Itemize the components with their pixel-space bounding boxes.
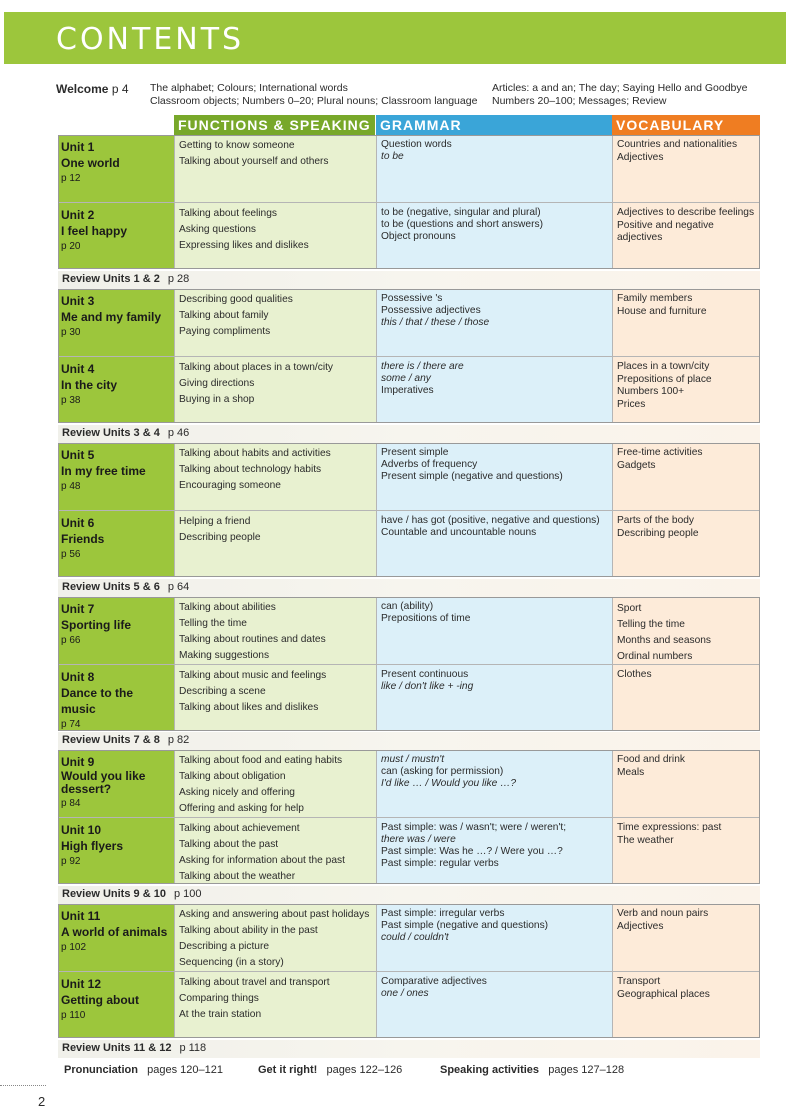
vocabulary-item: Prepositions of place [617,373,712,385]
welcome-topics-a: The alphabet; Colours; International words Classroom objects; Numbers 0–20; Plural nouns; Classroom language [150,82,478,107]
unit-number: Unit 9 [61,755,95,769]
review-page: p 64 [167,581,190,593]
grammar-item: Countable and uncountable nouns [381,527,537,538]
footer-get-it-right: Get it right! pages 122–126 [258,1064,403,1076]
unit-number: Unit 11 [61,909,101,923]
review-row [62,1042,206,1054]
vocabulary-item: Numbers 100+ [617,386,685,397]
grammar-item: to be (negative, singular and plural) [381,207,541,218]
grammar-item: to be (questions and short answers) [381,219,543,230]
review-row [62,734,189,746]
unit-block-border [58,597,760,731]
grammar-item: some / any [381,373,431,384]
functions-item: Expressing likes and dislikes [179,240,309,251]
vocabulary-item: Adjectives [617,920,664,932]
functions-item: Talking about travel and transport [179,977,330,988]
functions-item: Describing a picture [179,941,270,952]
unit-number: Unit 8 [61,670,95,684]
grammar-item: Past simple (negative and questions) [381,920,549,931]
vocabulary-item: Transport [617,976,661,987]
vocabulary-item: Ordinal numbers [617,651,693,662]
vocabulary-item: Meals [617,766,645,778]
vocabulary-item: Describing people [617,527,699,539]
review-page: p 46 [167,427,190,439]
unit-block-border [58,289,760,423]
grammar-item: Prepositions of time [381,613,471,624]
functions-item: Talking about the weather [179,871,296,882]
unit-block-border [58,750,760,884]
unit-number: Unit 10 [61,823,102,837]
vocabulary-item: Adjectives to describe feelings [617,207,755,218]
page-number: 2 [38,1094,46,1109]
functions-item: At the train station [179,1009,262,1020]
unit-page: p 110 [61,1010,86,1021]
vocabulary-item: adjectives [617,232,663,243]
grammar-item: Past simple: irregular verbs [381,908,505,919]
unit-number: Unit 4 [61,362,95,376]
unit-number: Unit 2 [61,208,95,222]
grammar-item: this / that / these / those [381,317,490,328]
unit-title: Would you like dessert? [61,769,146,796]
functions-item: Talking about abilities [179,602,276,613]
functions-item: Buying in a shop [179,394,255,405]
vocabulary-item: Countries and nationalities [617,139,738,150]
functions-item: Talking about habits and activities [179,448,331,459]
functions-item: Paying compliments [179,326,271,337]
functions-item: Describing people [179,532,261,543]
unit-block-border [58,904,760,1038]
grammar-item: can (asking for permission) [381,766,504,777]
functions-item: Talking about the past [179,839,279,850]
grammar-item: there was / were [381,834,456,845]
functions-item: Talking about yourself and others [179,156,329,167]
unit-page: p 12 [61,173,81,184]
review-page: p 82 [167,734,190,746]
grammar-item: could / couldn't [381,932,449,943]
unit-number: Unit 7 [61,602,95,616]
review-row [62,427,189,439]
vocabulary-item: Family members [617,293,693,304]
vocabulary-item: Positive and negative [617,219,714,231]
grammar-item: have / has got (positive, negative and questions) [381,515,600,526]
review-page: p 100 [173,888,202,900]
unit-page: p 56 [61,549,81,560]
grammar-item: Past simple: Was he …? / Were you …? [381,846,563,857]
review-label: Review Units 5 & 6 [62,581,160,593]
functions-item: Asking questions [179,224,257,235]
vocabulary-item: Food and drink [617,754,685,765]
unit-title: One world [61,156,120,170]
functions-item: Getting to know someone [179,140,295,151]
grammar-item: Present simple (negative and questions) [381,471,563,482]
grammar-item: Past simple: regular verbs [381,858,499,869]
grammar-item: like / don't like + -ing [381,681,474,692]
vocabulary-item: Clothes [617,669,652,680]
unit-title: High flyers [61,839,124,853]
functions-item: Asking nicely and offering [179,787,295,798]
vocabulary-item: Sport [617,603,642,614]
header-vocabulary: VOCABULARY [612,115,760,135]
unit-title: Getting about [61,993,139,1007]
unit-title: Sporting life [61,618,131,632]
vocabulary-item: Telling the time [617,619,685,630]
unit-title: In the city [61,378,118,392]
functions-item: Comparing things [179,993,259,1004]
review-page: p 28 [167,273,190,285]
welcome-label: Welcome p 4 [56,82,129,96]
unit-page: p 48 [61,481,81,492]
functions-item: Telling the time [179,618,247,629]
grammar-item: one / ones [381,988,429,999]
functions-item: Offering and asking for help [179,803,304,814]
review-label: Review Units 1 & 2 [62,273,160,285]
functions-item: Sequencing (in a story) [179,957,284,968]
vocabulary-item: House and furniture [617,305,707,317]
review-label: Review Units 3 & 4 [62,427,160,439]
functions-item: Talking about music and feelings [179,670,327,681]
functions-item: Talking about feelings [179,208,277,219]
page-title: CONTENTS [56,22,245,57]
vocabulary-item: The weather [617,834,674,846]
vocabulary-item: Geographical places [617,988,710,1000]
grammar-item: must / mustn't [381,754,445,765]
grammar-item: to be [381,151,404,162]
review-row [62,581,189,593]
unit-page: p 20 [61,241,81,252]
header-functions-speaking: FUNCTIONS & SPEAKING [174,115,375,135]
vocabulary-item: Parts of the body [617,515,695,526]
unit-number: Unit 1 [61,140,95,154]
functions-item: Talking about achievement [179,823,300,834]
unit-page: p 30 [61,327,81,338]
vocabulary-item: Gadgets [617,459,656,471]
review-row [62,888,201,900]
vocabulary-item: Adjectives [617,151,664,163]
functions-item: Talking about family [179,310,269,321]
unit-page: p 66 [61,635,81,646]
grammar-item: Comparative adjectives [381,976,487,987]
functions-item: Encouraging someone [179,480,281,491]
unit-page: p 102 [61,942,87,953]
corner-rule [0,1085,46,1086]
footer-pronunciation: Pronunciation pages 120–121 [64,1064,223,1076]
unit-title: Friends [61,532,105,546]
header-grammar: GRAMMAR [376,115,612,135]
unit-number: Unit 5 [61,448,95,462]
functions-item: Talking about routines and dates [179,634,326,645]
grammar-item: Possessive adjectives [381,305,481,316]
functions-item: Describing a scene [179,686,266,697]
functions-item: Helping a friend [179,516,251,527]
unit-title: In my free time [61,464,146,478]
vocabulary-item: Time expressions: past [617,822,722,833]
functions-item: Talking about ability in the past [179,925,318,936]
review-label: Review Units 11 & 12 [62,1042,172,1054]
unit-block-border [58,443,760,577]
grammar-item: can (ability) [381,601,434,612]
unit-title: I feel happy [61,224,128,238]
grammar-item: Possessive 's [381,293,443,304]
functions-item: Describing good qualities [179,294,293,305]
grammar-item: Past simple: was / wasn't; were / weren't; [381,822,567,833]
functions-item: Asking for information about the past [179,855,345,866]
grammar-item: Present simple [381,447,449,458]
vocabulary-item: Months and seasons [617,635,712,646]
grammar-item: there is / there are [381,361,464,372]
vocabulary-item: Prices [617,398,646,410]
functions-item: Asking and answering about past holidays [179,909,370,920]
functions-item: Talking about places in a town/city [179,362,334,373]
functions-item: Talking about likes and dislikes [179,702,319,713]
unit-title: Me and my family [61,310,162,324]
unit-page: p 92 [61,856,81,867]
vocabulary-item: Verb and noun pairs [617,908,709,919]
vocabulary-item: Free-time activities [617,447,703,458]
vocabulary-item: Places in a town/city [617,361,710,372]
footer-speaking-activities: Speaking activities pages 127–128 [440,1064,625,1076]
grammar-item: Question words [381,139,452,150]
unit-title: A world of animals [61,925,168,939]
unit-title: Dance to the music [61,686,134,716]
grammar-item: Imperatives [381,385,434,396]
review-page: p 118 [179,1042,207,1054]
functions-item: Talking about technology habits [179,464,322,475]
unit-number: Unit 6 [61,516,95,530]
functions-item: Talking about food and eating habits [179,755,343,766]
grammar-item: Present continuous [381,669,469,680]
unit-page: p 38 [61,395,81,406]
review-label: Review Units 7 & 8 [62,734,160,746]
grammar-item: Adverbs of frequency [381,459,478,470]
unit-number: Unit 3 [61,294,95,308]
review-row [62,273,189,285]
functions-item: Giving directions [179,378,255,389]
unit-number: Unit 12 [61,977,102,991]
review-label: Review Units 9 & 10 [62,888,166,900]
grammar-item: Object pronouns [381,231,456,242]
grammar-item: I'd like … / Would you like …? [381,778,516,789]
welcome-topics-b: Articles: a and an; The day; Saying Hello and Goodbye Numbers 20–100; Messages; Review [492,82,748,107]
functions-item: Talking about obligation [179,771,286,782]
functions-item: Making suggestions [179,650,270,661]
unit-block-border [58,135,760,269]
unit-page: p 84 [61,798,81,809]
unit-page: p 74 [61,719,81,730]
